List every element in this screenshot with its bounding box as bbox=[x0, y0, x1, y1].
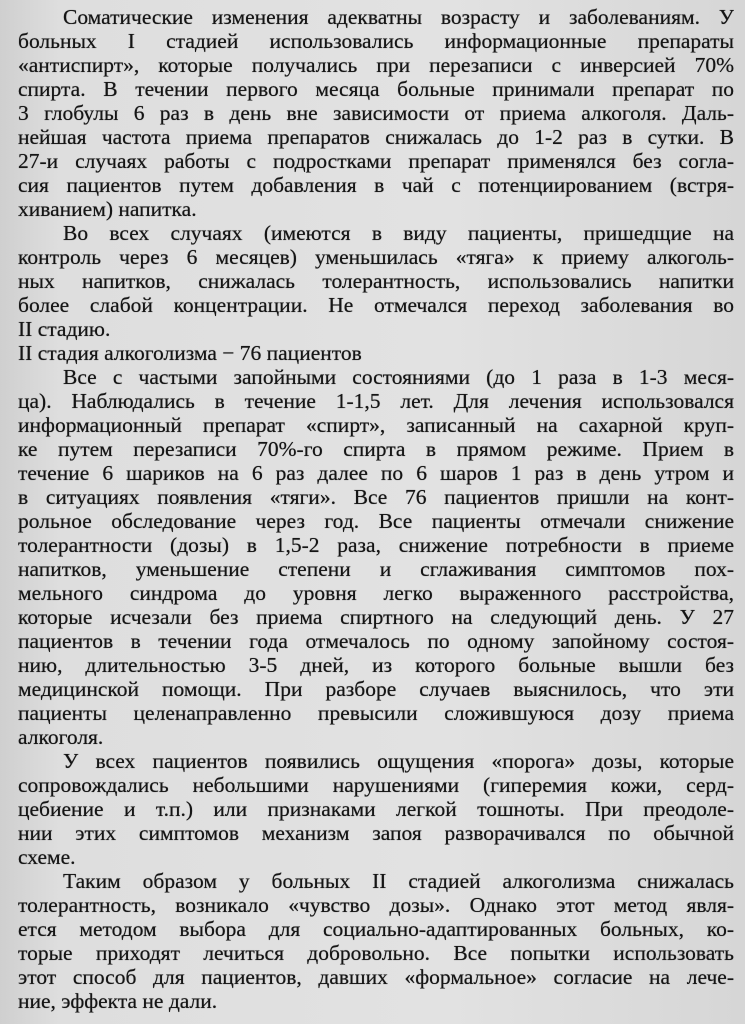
text-line: Во всех случаях (имеются в виду пациенты, пришедщие на bbox=[63, 221, 734, 245]
text-line: которые исчезали без приема спиртного на следующий день. У 27 bbox=[18, 605, 734, 629]
text-line: ке путем перезаписи 70%-го спирта в прямом режиме. Прием в bbox=[18, 437, 734, 461]
section-heading bbox=[18, 341, 734, 365]
text-line: сопровождались небольшими нарушениями (гиперемия кожи, серд- bbox=[18, 773, 734, 797]
text-line: медицинской помощи. При разборе случаев выяснилось, что эти bbox=[18, 677, 734, 701]
text-line: рольное обследование через год. Все пациенты отмечали снижение bbox=[18, 509, 734, 533]
text-line: нейшая частота приема препаратов снижалась до 1-2 раз в сутки. В bbox=[18, 125, 734, 149]
text-line: У всех пациентов появились ощущения «порога» дозы, которые bbox=[63, 749, 734, 773]
text-line: контроль через 6 месяцев) уменьшилась «тяга» к приему алкоголь- bbox=[18, 245, 734, 269]
text-line: цебиение и т.п.) или признаками легкой тошноты. При преодоле- bbox=[18, 797, 734, 821]
text-line: толерантность, возникало «чувство дозы». Однако этот метод явля- bbox=[18, 893, 734, 917]
text-line: информационный препарат «спирт», записанный на сахарной круп- bbox=[18, 413, 734, 437]
text-line: алкоголя. bbox=[18, 725, 104, 749]
text-line: нию, длительностью 3-5 дней, из которого больные вышли без bbox=[18, 653, 734, 677]
text-line: напитков, уменьшение степени и сглаживания симптомов пох- bbox=[18, 557, 734, 581]
text-line: пациентов в течении года отмечалось по одному запойному состоя- bbox=[18, 629, 734, 653]
text-line: больных I стадией использовались информационные препараты bbox=[18, 29, 734, 53]
text-line: этот способ для пациентов, давших «формальное» согласие на лече- bbox=[18, 965, 734, 989]
text-line: пациенты целенаправленно превысили сложившуюся дозу приема bbox=[18, 701, 734, 725]
text-line: 27-и случаях работы с подростками препарат применялся без согла- bbox=[18, 149, 734, 173]
text-line: Таким образом у больных II стадией алкоголизма снижалась bbox=[63, 869, 734, 893]
paragraph bbox=[18, 221, 734, 341]
paragraph bbox=[18, 749, 734, 869]
text-line: толерантности (дозы) в 1,5-2 раза, снижение потребности в приеме bbox=[18, 533, 734, 557]
text-line: ется методом выбора для социально-адаптированных больных, ко- bbox=[18, 917, 734, 941]
text-line: мельного синдрома до уровня легко выраженного расстройства, bbox=[18, 581, 734, 605]
text-line: ние, эффекта не дали. bbox=[18, 989, 218, 1013]
text-line: торые приходят лечиться добровольно. Все попытки использовать bbox=[18, 941, 734, 965]
document-page bbox=[18, 5, 734, 1013]
text-line: II стадию. bbox=[18, 317, 111, 341]
text-line: схеме. bbox=[18, 845, 76, 869]
text-line: «антиспирт», которые получались при перезаписи с инверсией 70% bbox=[18, 53, 734, 77]
text-line: 3 глобулы 6 раз в день вне зависимости от приема алкоголя. Даль- bbox=[18, 101, 734, 125]
paragraph bbox=[18, 869, 734, 1013]
text-line: нии этих симптомов механизм запоя разворачивался по обычной bbox=[18, 821, 734, 845]
text-line: ца). Наблюдались в течение 1-1,5 лет. Для лечения использовался bbox=[18, 389, 734, 413]
text-line: Соматические изменения адекватны возрасту и заболеваниям. У bbox=[63, 5, 734, 29]
text-line: ных напитков, снижалась толерантность, использовались напитки bbox=[18, 269, 734, 293]
text-line: в ситуациях появления «тяги». Все 76 пациентов пришли на конт- bbox=[18, 485, 734, 509]
text-line: II стадия алкоголизма − 76 пациентов bbox=[18, 341, 362, 365]
text-line: течение 6 шариков на 6 раз далее по 6 шаров 1 раз в день утром и bbox=[18, 461, 734, 485]
text-line: спирта. В течении первого месяца больные принимали препарат по bbox=[18, 77, 734, 101]
paragraph bbox=[18, 5, 734, 221]
text-line: хиванием) напитка. bbox=[18, 197, 197, 221]
text-line: сия пациентов путем добавления в чай с потенциированием (встря- bbox=[18, 173, 734, 197]
text-line: более слабой концентрации. Не отмечался переход заболевания во bbox=[18, 293, 734, 317]
text-line: Все с частыми запойными состояниями (до 1 раза в 1-3 меся- bbox=[63, 365, 734, 389]
paragraph bbox=[18, 365, 734, 749]
